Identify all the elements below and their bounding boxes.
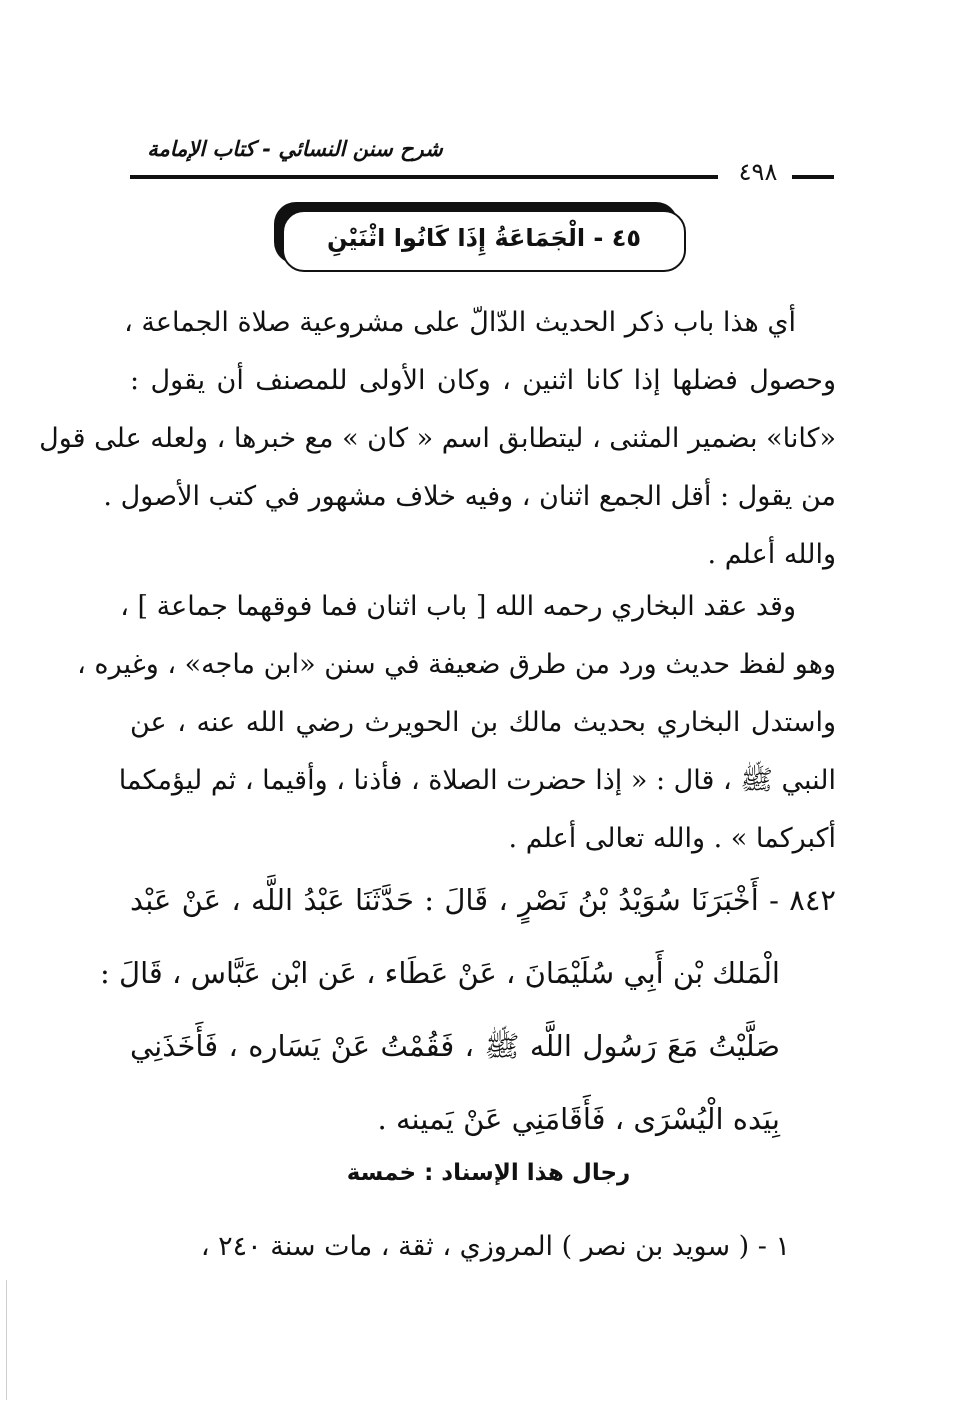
narrator-entry: ١ - ( سويد بن نصر ) المروزي ، ثقة ، مات سنة ٢٤٠ ،: [200, 1231, 790, 1262]
narrators-heading: رجال هذا الإسناد : خمسة: [346, 1160, 631, 1186]
chapter-heading-box: [282, 210, 686, 272]
text-line: وحصول فضلها إذا كانا اثنين ، وكان الأولى للمصنف أن يقول :: [130, 365, 836, 396]
page-number: ٤٩٨: [738, 158, 778, 186]
hadith-line: صَلَّيْتُ مَعَ رَسُول اللَّه ﷺ ، فَقُمْتُ عَنْ يَسَاره ، فَأَخَذَنِي: [130, 1029, 780, 1063]
text-line: وهو لفظ حديث ورد من طرق ضعيفة في سنن «ابن ماجه» ، وغيره ،: [77, 649, 836, 680]
book-title: شرح سنن النسائي - كتاب الإمامة: [147, 137, 443, 161]
text-line: من يقول : أقل الجمع اثنان ، وفيه خلاف مشهور في كتب الأصول .: [103, 481, 836, 512]
hadith-line: الْمَلك بْن أَبِي سُلَيْمَانَ ، عَنْ عَطَاء ، عَن ابْن عَبَّاس ، قَالَ :: [100, 956, 780, 990]
hadith-line: ٨٤٢ - أَخْبَرَنَا سُوَيْدُ بْنُ نَصْرٍ ، قَالَ : حَدَّثَنَا عَبْدُ اللَّه ، عَنْ عَبْد: [130, 883, 836, 917]
page-number-rule: [792, 175, 834, 179]
commentary-paragraph-1: [39, 294, 836, 584]
hadith-text: [100, 864, 836, 1156]
text-line: «كانا» بضمير المثنى ، ليتطابق اسم « كان » مع خبرها ، ولعله على قول: [39, 423, 836, 454]
commentary-paragraph-2: [77, 578, 836, 868]
scan-margin-line: [6, 1280, 7, 1400]
header-rule: [130, 175, 718, 179]
hadith-line: بِيَده الْيُسْرَى ، فَأَقَامَنِي عَنْ يَمينه .: [377, 1102, 780, 1136]
text-line: أي هذا باب ذكر الحديث الدّالّ على مشروعية صلاة الجماعة ،: [124, 307, 796, 338]
text-line: النبي ﷺ ، قال : « إذا حضرت الصلاة ، فأذنا ، وأقيما ، ثم ليؤمكما: [118, 765, 836, 796]
text-line: أكبركما » . والله تعالى أعلم .: [508, 823, 836, 854]
chapter-title: ٤٥ - الْجَمَاعَةُ إِذَا كَانُوا اثْنَيْنِ: [326, 224, 642, 252]
text-line: وقد عقد البخاري رحمه الله [ باب اثنان فما فوقهما جماعة ] ،: [120, 591, 796, 622]
text-line: والله أعلم .: [707, 539, 836, 570]
text-line: واستدل البخاري بحديث مالك بن الحويرث رضي الله عنه ، عن: [130, 707, 836, 738]
